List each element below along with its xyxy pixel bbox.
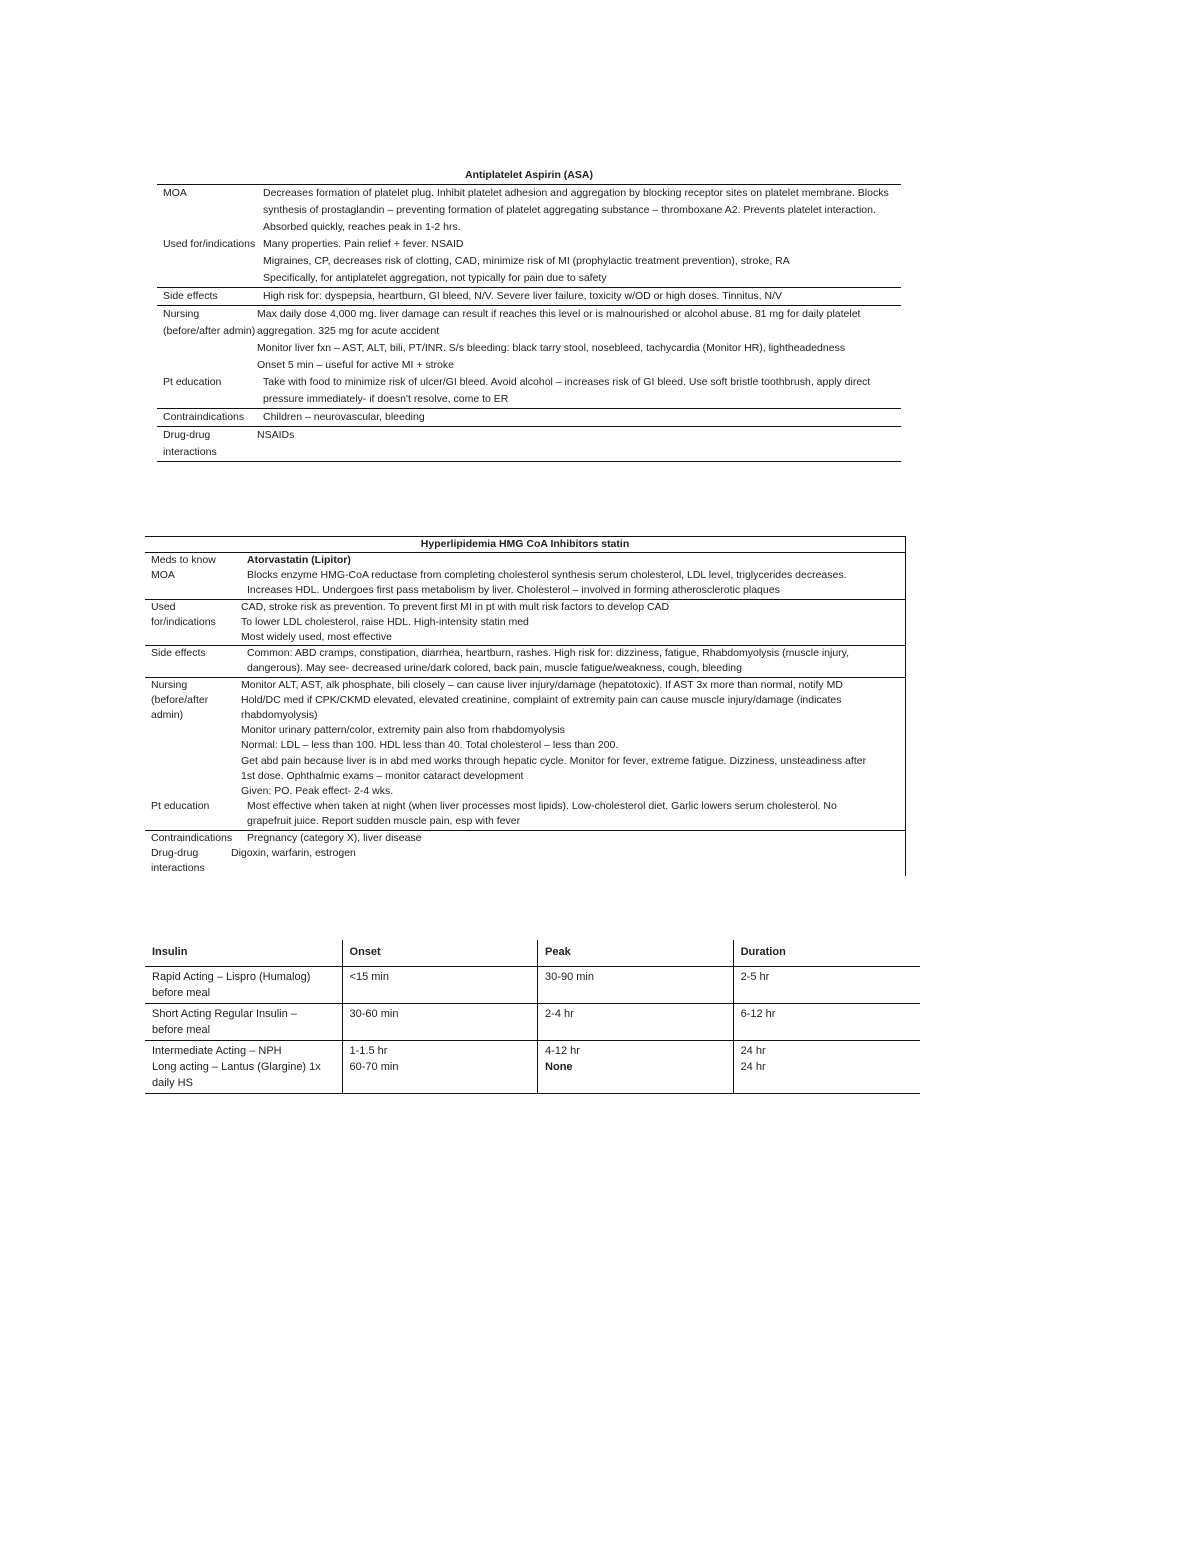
- text-line: Specifically, for antiplatelet aggregation, not typically for pain due to safety: [263, 272, 607, 284]
- insulin-duration-cell: [733, 1041, 920, 1094]
- statin-used-text: [241, 600, 906, 646]
- statin-row-side: [145, 645, 906, 676]
- text-line: Normal: LDL – less than 100. HDL less than 40. Total cholesterol – less than 200.: [241, 739, 619, 752]
- text-line: Most effective when taken at night (when liver processes most lipids). Low-cholesterol diet. Garlic lowers serum cholesterol. No: [247, 800, 837, 813]
- text-line: rhabdomyolysis): [241, 709, 318, 722]
- aspirin-row-contra: [157, 408, 901, 426]
- insulin-onset-cell: <15 min: [342, 967, 538, 1004]
- insulin-type-note: daily HS: [152, 1077, 193, 1089]
- aspirin-moa-label: MOA: [163, 187, 187, 199]
- statin-moa-label: MOA: [151, 569, 175, 582]
- insulin-table: [145, 940, 920, 1094]
- statin-pted-text: [247, 799, 906, 829]
- text-line: Max daily dose 4,000 mg. liver damage can result if reaches this level or is malnourished or alcohol abuse. 81 mg for daily platelet: [257, 308, 861, 320]
- insulin-duration-value: 24 hr: [740, 1045, 766, 1057]
- statin-ddi-label: Drug-drug interactions: [151, 846, 205, 875]
- aspirin-pted-text: [263, 374, 901, 408]
- text-line: dangerous). May see- decreased urine/dark colored, back pain, muscle fatigue/weakness, cough, bleeding: [247, 662, 742, 675]
- insulin-header-row: [145, 940, 920, 967]
- statin-table: [145, 536, 906, 876]
- aspirin-used-label: Used for/indications: [163, 238, 256, 250]
- insulin-onset-value: 1-1.5 hr: [349, 1045, 388, 1057]
- insulin-type-cell: [145, 967, 342, 1004]
- aspirin-title: Antiplatelet Aspirin (ASA): [157, 167, 901, 185]
- text-line: To lower LDL cholesterol, raise HDL. High-intensity statin med: [241, 615, 529, 628]
- statin-ddi-text: Digoxin, warfarin, estrogen: [231, 846, 906, 876]
- insulin-peak-cell: 2-4 hr: [538, 1004, 734, 1041]
- statin-contra-label: Contraindications: [151, 831, 233, 844]
- statin-row-contra: [145, 830, 906, 846]
- insulin-type-text: Rapid Acting – Lispro (Humalog): [152, 971, 311, 983]
- text-line: Given: PO. Peak effect- 2-4 wks.: [241, 785, 394, 798]
- statin-title: Hyperlipidemia HMG CoA Inhibitors statin: [145, 537, 906, 553]
- insulin-type-note: before meal: [152, 987, 211, 999]
- insulin-peak-cell: [538, 1041, 734, 1094]
- aspirin-ddi-label: Drug-drug interactions: [163, 429, 217, 458]
- text-line: Onset 5 min – useful for active MI + stroke: [257, 359, 454, 371]
- aspirin-contra-label: Contraindications: [163, 411, 245, 423]
- text-line: pressure immediately- if doesn't resolve, come to ER: [263, 393, 509, 405]
- insulin-type-text: Intermediate Acting – NPH: [152, 1045, 282, 1057]
- aspirin-contra-text: Children – neurovascular, bleeding: [263, 411, 425, 423]
- text-line: Take with food to minimize risk of ulcer/GI bleed. Avoid alcohol – increases risk of GI bleed. Use soft bristle toothbrush, apply direct: [263, 376, 871, 388]
- aspirin-nursing-label: Nursing (before/after admin): [163, 308, 256, 337]
- text-line: Get abd pain because liver is in abd med works through hepatic cycle. Monitor for fever, extreme fatigue. Dizziness, unsteadiness after: [241, 754, 867, 767]
- text-line: Hold/DC med if CPK/CKMD elevated, elevated creatinine, complaint of extremity pain can cause muscle injury/damage (indicates: [241, 693, 842, 706]
- insulin-type-text: Short Acting Regular Insulin –: [152, 1008, 297, 1020]
- statin-row-ddi: [145, 846, 906, 876]
- statin-pted-label: Pt education: [151, 800, 210, 813]
- aspirin-row-moa: [157, 185, 901, 236]
- insulin-header-duration: Duration: [733, 940, 920, 967]
- statin-row-nursing: [145, 677, 906, 800]
- insulin-peak-cell: 30-90 min: [538, 967, 734, 1004]
- aspirin-pted-label: Pt education: [163, 376, 222, 388]
- text-line: Decreases formation of platelet plug. Inhibit platelet adhesion and aggregation by blocking receptor sites on platelet membrane. Blocks: [263, 187, 889, 199]
- aspirin-used-text: [263, 236, 901, 287]
- insulin-peak-value: 4-12 hr: [545, 1045, 580, 1057]
- text-line: synthesis of prostaglandin – preventing formation of platelet aggregating substance – thromboxane A2. Prevents platelet interaction.: [263, 204, 876, 216]
- text-line: Migraines, CP, decreases risk of clotting, CAD, minimize risk of MI (prophylactic treatment prevention), stroke, RA: [263, 255, 790, 267]
- text-line: Monitor urinary pattern/color, extremity pain also from rhabdomyolysis: [241, 724, 565, 737]
- aspirin-row-used: [157, 236, 901, 287]
- statin-nursing-label: Nursing (before/after admin): [151, 678, 209, 722]
- table-row: [145, 967, 920, 1004]
- statin-moa-text: [247, 568, 906, 598]
- insulin-type-cell: [145, 1004, 342, 1041]
- statin-side-text: [247, 646, 906, 676]
- insulin-onset-value: 60-70 min: [349, 1061, 399, 1073]
- text-line: Most widely used, most effective: [241, 631, 392, 644]
- aspirin-ddi-text: NSAIDs: [257, 429, 295, 441]
- text-line: aggregation. 325 mg for acute accident: [257, 325, 440, 337]
- insulin-onset-cell: [342, 1041, 538, 1094]
- statin-meds-text: Atorvastatin (Lipitor): [247, 553, 906, 568]
- table-row: [145, 1004, 920, 1041]
- text-line: Blocks enzyme HMG-CoA reductase from completing cholesterol synthesis serum cholesterol, LDL level, triglycerides decreases.: [247, 569, 847, 582]
- aspirin-row-nursing: [157, 305, 901, 374]
- insulin-peak-value: None: [545, 1061, 573, 1073]
- insulin-type-text: Long acting – Lantus (Glargine) 1x: [152, 1061, 321, 1073]
- statin-row-moa: [145, 568, 906, 598]
- statin-row-used: [145, 599, 906, 646]
- text-line: grapefruit juice. Report sudden muscle pain, esp with fever: [247, 815, 521, 828]
- aspirin-side-text: High risk for: dyspepsia, heartburn, GI bleed, N/V. Severe liver failure, toxicity w/OD or high doses. Tinnitus, N/V: [263, 290, 783, 302]
- insulin-duration-cell: 2-5 hr: [733, 967, 920, 1004]
- insulin-type-cell: [145, 1041, 342, 1094]
- text-line: Absorbed quickly, reaches peak in 1-2 hrs.: [263, 221, 461, 233]
- statin-contra-text: Pregnancy (category X), liver disease: [247, 831, 906, 846]
- aspirin-row-pted: [157, 374, 901, 408]
- aspirin-row-side: [157, 287, 901, 305]
- aspirin-row-ddi: [157, 426, 901, 462]
- text-line: CAD, stroke risk as prevention. To prevent first MI in pt with mult risk factors to develop CAD: [241, 600, 670, 613]
- statin-meds-label: Meds to know: [151, 554, 216, 566]
- statin-row-pted: [145, 799, 906, 829]
- aspirin-nursing-text: [257, 306, 901, 374]
- table-row: [145, 1041, 920, 1094]
- statin-used-label: Used for/indications: [151, 600, 216, 628]
- insulin-duration-value: 24 hr: [740, 1061, 766, 1073]
- insulin-header-peak: Peak: [538, 940, 734, 967]
- text-line: Common: ABD cramps, constipation, diarrhea, heartburn, rashes. High risk for: dizziness, fatigue, Rhabdomyolysis (muscle injury,: [247, 647, 850, 660]
- aspirin-side-label: Side effects: [163, 290, 218, 302]
- statin-row-meds: [145, 553, 906, 568]
- aspirin-table: [157, 167, 901, 462]
- statin-side-label: Side effects: [151, 647, 206, 660]
- insulin-type-note: before meal: [152, 1024, 211, 1036]
- aspirin-moa-text: [263, 185, 901, 236]
- text-line: 1st dose. Ophthalmic exams – monitor cataract development: [241, 769, 524, 782]
- text-line: Monitor ALT, AST, alk phosphate, bili closely – can cause liver injury/damage (hepatotoxic). If AST 3x more than normal, notify MD: [241, 678, 843, 691]
- text-line: Many properties. Pain relief + fever. NSAID: [263, 238, 464, 250]
- text-line: Increases HDL. Undergoes first pass metabolism by liver. Cholesterol – involved in forming atherosclerotic plaques: [247, 584, 780, 597]
- insulin-header-insulin: Insulin: [145, 940, 342, 967]
- insulin-header-onset: Onset: [342, 940, 538, 967]
- text-line: Monitor liver fxn – AST, ALT, bili, PT/INR. S/s bleeding: black tarry stool, nosebleed, tachycardia (Monitor HR), lightheadedness: [257, 342, 846, 354]
- insulin-duration-cell: 6-12 hr: [733, 1004, 920, 1041]
- statin-nursing-text: [241, 678, 906, 800]
- insulin-onset-cell: 30-60 min: [342, 1004, 538, 1041]
